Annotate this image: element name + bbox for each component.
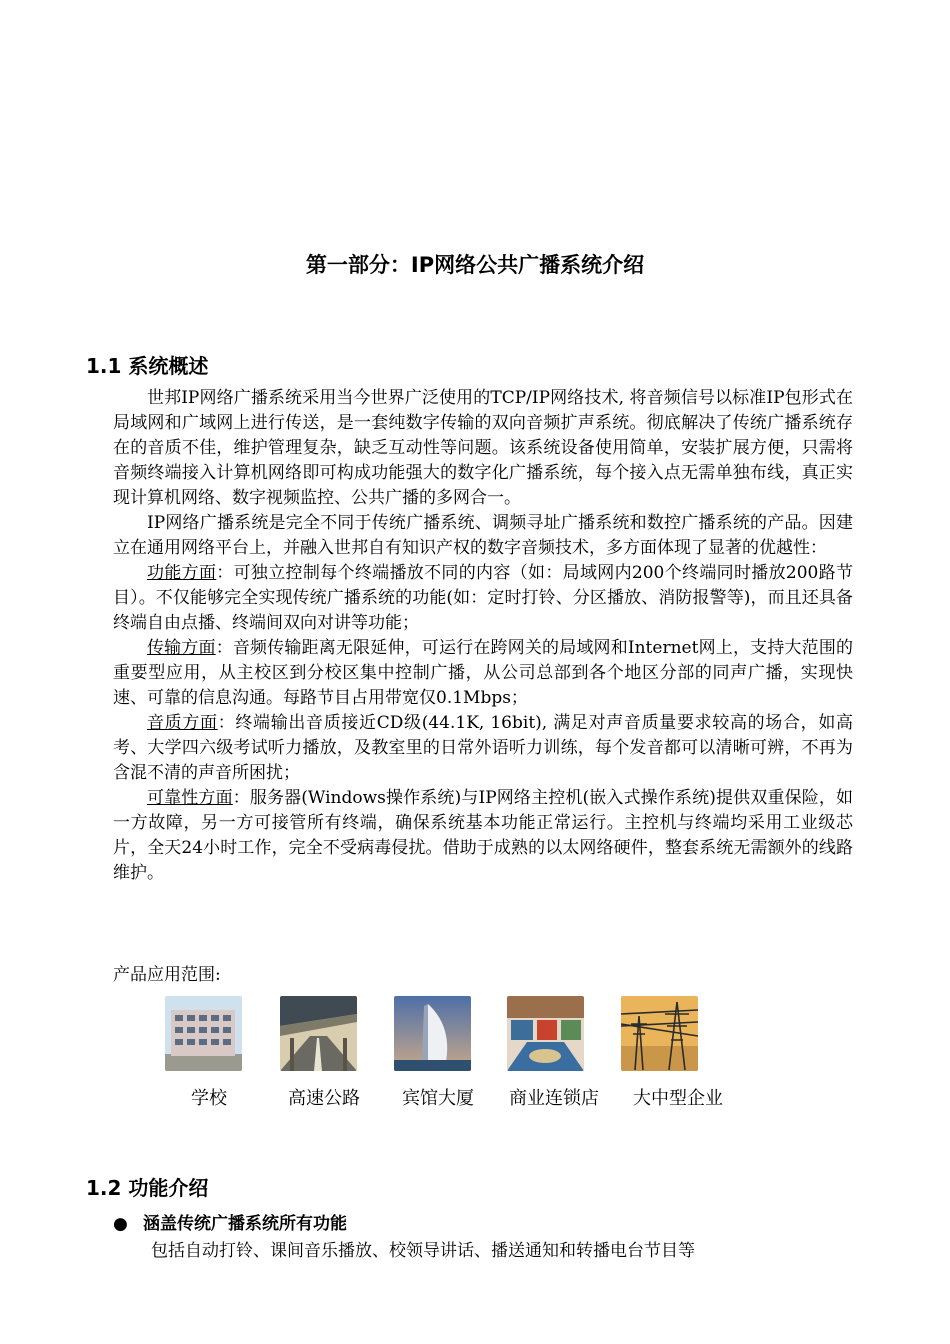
app-label: 学校: [191, 1088, 227, 1109]
feature-bullet: [113, 1209, 347, 1234]
aspect-audio-quality: [113, 711, 853, 786]
page-title: 第一部分：IP网络公共广播系统介绍: [305, 253, 645, 277]
aspect-transmission: [113, 636, 853, 711]
app-label: 商业连锁店: [509, 1088, 599, 1109]
power-pylons-photo: [621, 996, 698, 1071]
bullet-title: 涵盖传统广播系统所有功能: [143, 1214, 347, 1234]
aspect-text: ：可独立控制每个终端播放不同的内容（如：局域网内200个终端同时播放200路节目）。不仅能够完全实现传统广播系统的功能(如：定时打铃、分区播放、消防报警等)，而且还具备终端自由点播、终端间双向对讲等功能；: [113, 563, 853, 633]
overview-paragraph: IP网络广播系统是完全不同于传统广播系统、调频寻址广播系统和数控广播系统的产品。因建立在通用网络平台上，并融入世邦自有知识产权的数字音频技术，多方面体现了显著的优越性：: [113, 513, 853, 558]
aspect-reliability: [113, 786, 853, 886]
section-heading-features: 1.2 功能介绍: [86, 1176, 209, 1200]
overview-paragraph: 世邦IP网络广播系统采用当今世界广泛使用的TCP/IP网络技术, 将音频信号以标准IP包形式在局域网和广域网上进行传送，是一套纯数字传输的双向音频扩声系统。彻底解决了传统广播系统存在的音质不佳，维护管理复杂，缺乏互动性等问题。该系统设备使用简单，安装扩展方便，只需将音频终端接入计算机网络即可构成功能强大的数字化广播系统，每个接入点无需单独布线，真正实现计算机网络、数字视频监控、公共广播的多网合一。: [113, 388, 853, 508]
apps-label: 产品应用范围:: [113, 965, 221, 985]
bullet-description: 包括自动打铃、课间音乐播放、校领导讲话、播送通知和转播电台节目等: [151, 1241, 695, 1261]
app-label: 宾馆大厦: [402, 1088, 474, 1109]
aspect-term: 音质方面: [147, 713, 218, 733]
aspect-text: ：服务器(Windows操作系统)与IP网络主控机(嵌入式操作系统)提供双重保险，如一方故障，另一方可接管所有终端，确保系统基本功能正常运行。主控机与终端均采用工业级芯片，全天24小时工作，完全不受病毒侵扰。借助于成熟的以太网络硬件，整套系统无需额外的线路维护。: [113, 788, 854, 883]
highway-photo: [280, 996, 357, 1071]
aspect-text: ：终端输出音质接近CD级(44.1K, 16bit), 满足对声音质量要求较高的场合，如高考、大学四六级考试听力播放，及教室里的日常外语听力训练，每个发音都可以清晰可辨，不再为含混不清的声音所困扰；: [113, 713, 853, 783]
aspect-term: 功能方面: [147, 563, 217, 583]
aspect-function: [113, 561, 853, 636]
hotel-tower-photo: [394, 996, 471, 1071]
app-label: 大中型企业: [633, 1088, 723, 1109]
bullet-dot-icon: ●: [113, 1214, 128, 1234]
aspect-term: 传输方面: [147, 638, 216, 658]
overview-body: [113, 386, 853, 886]
aspect-text: ：音频传输距离无限延伸，可运行在跨网关的局域网和Internet网上，支持大范围的重要型应用，从主校区到分校区集中控制广播，从公司总部到各个地区分部的同声广播，实现快速、可靠的信息沟通。每路节目占用带宽仅0.1Mbps；: [113, 638, 853, 708]
app-label: 高速公路: [288, 1088, 360, 1109]
shopping-mall-photo: [507, 996, 584, 1071]
aspect-term: 可靠性方面: [147, 788, 233, 808]
section-heading-overview: 1.1 系统概述: [86, 354, 209, 378]
school-building-photo: [165, 996, 242, 1071]
